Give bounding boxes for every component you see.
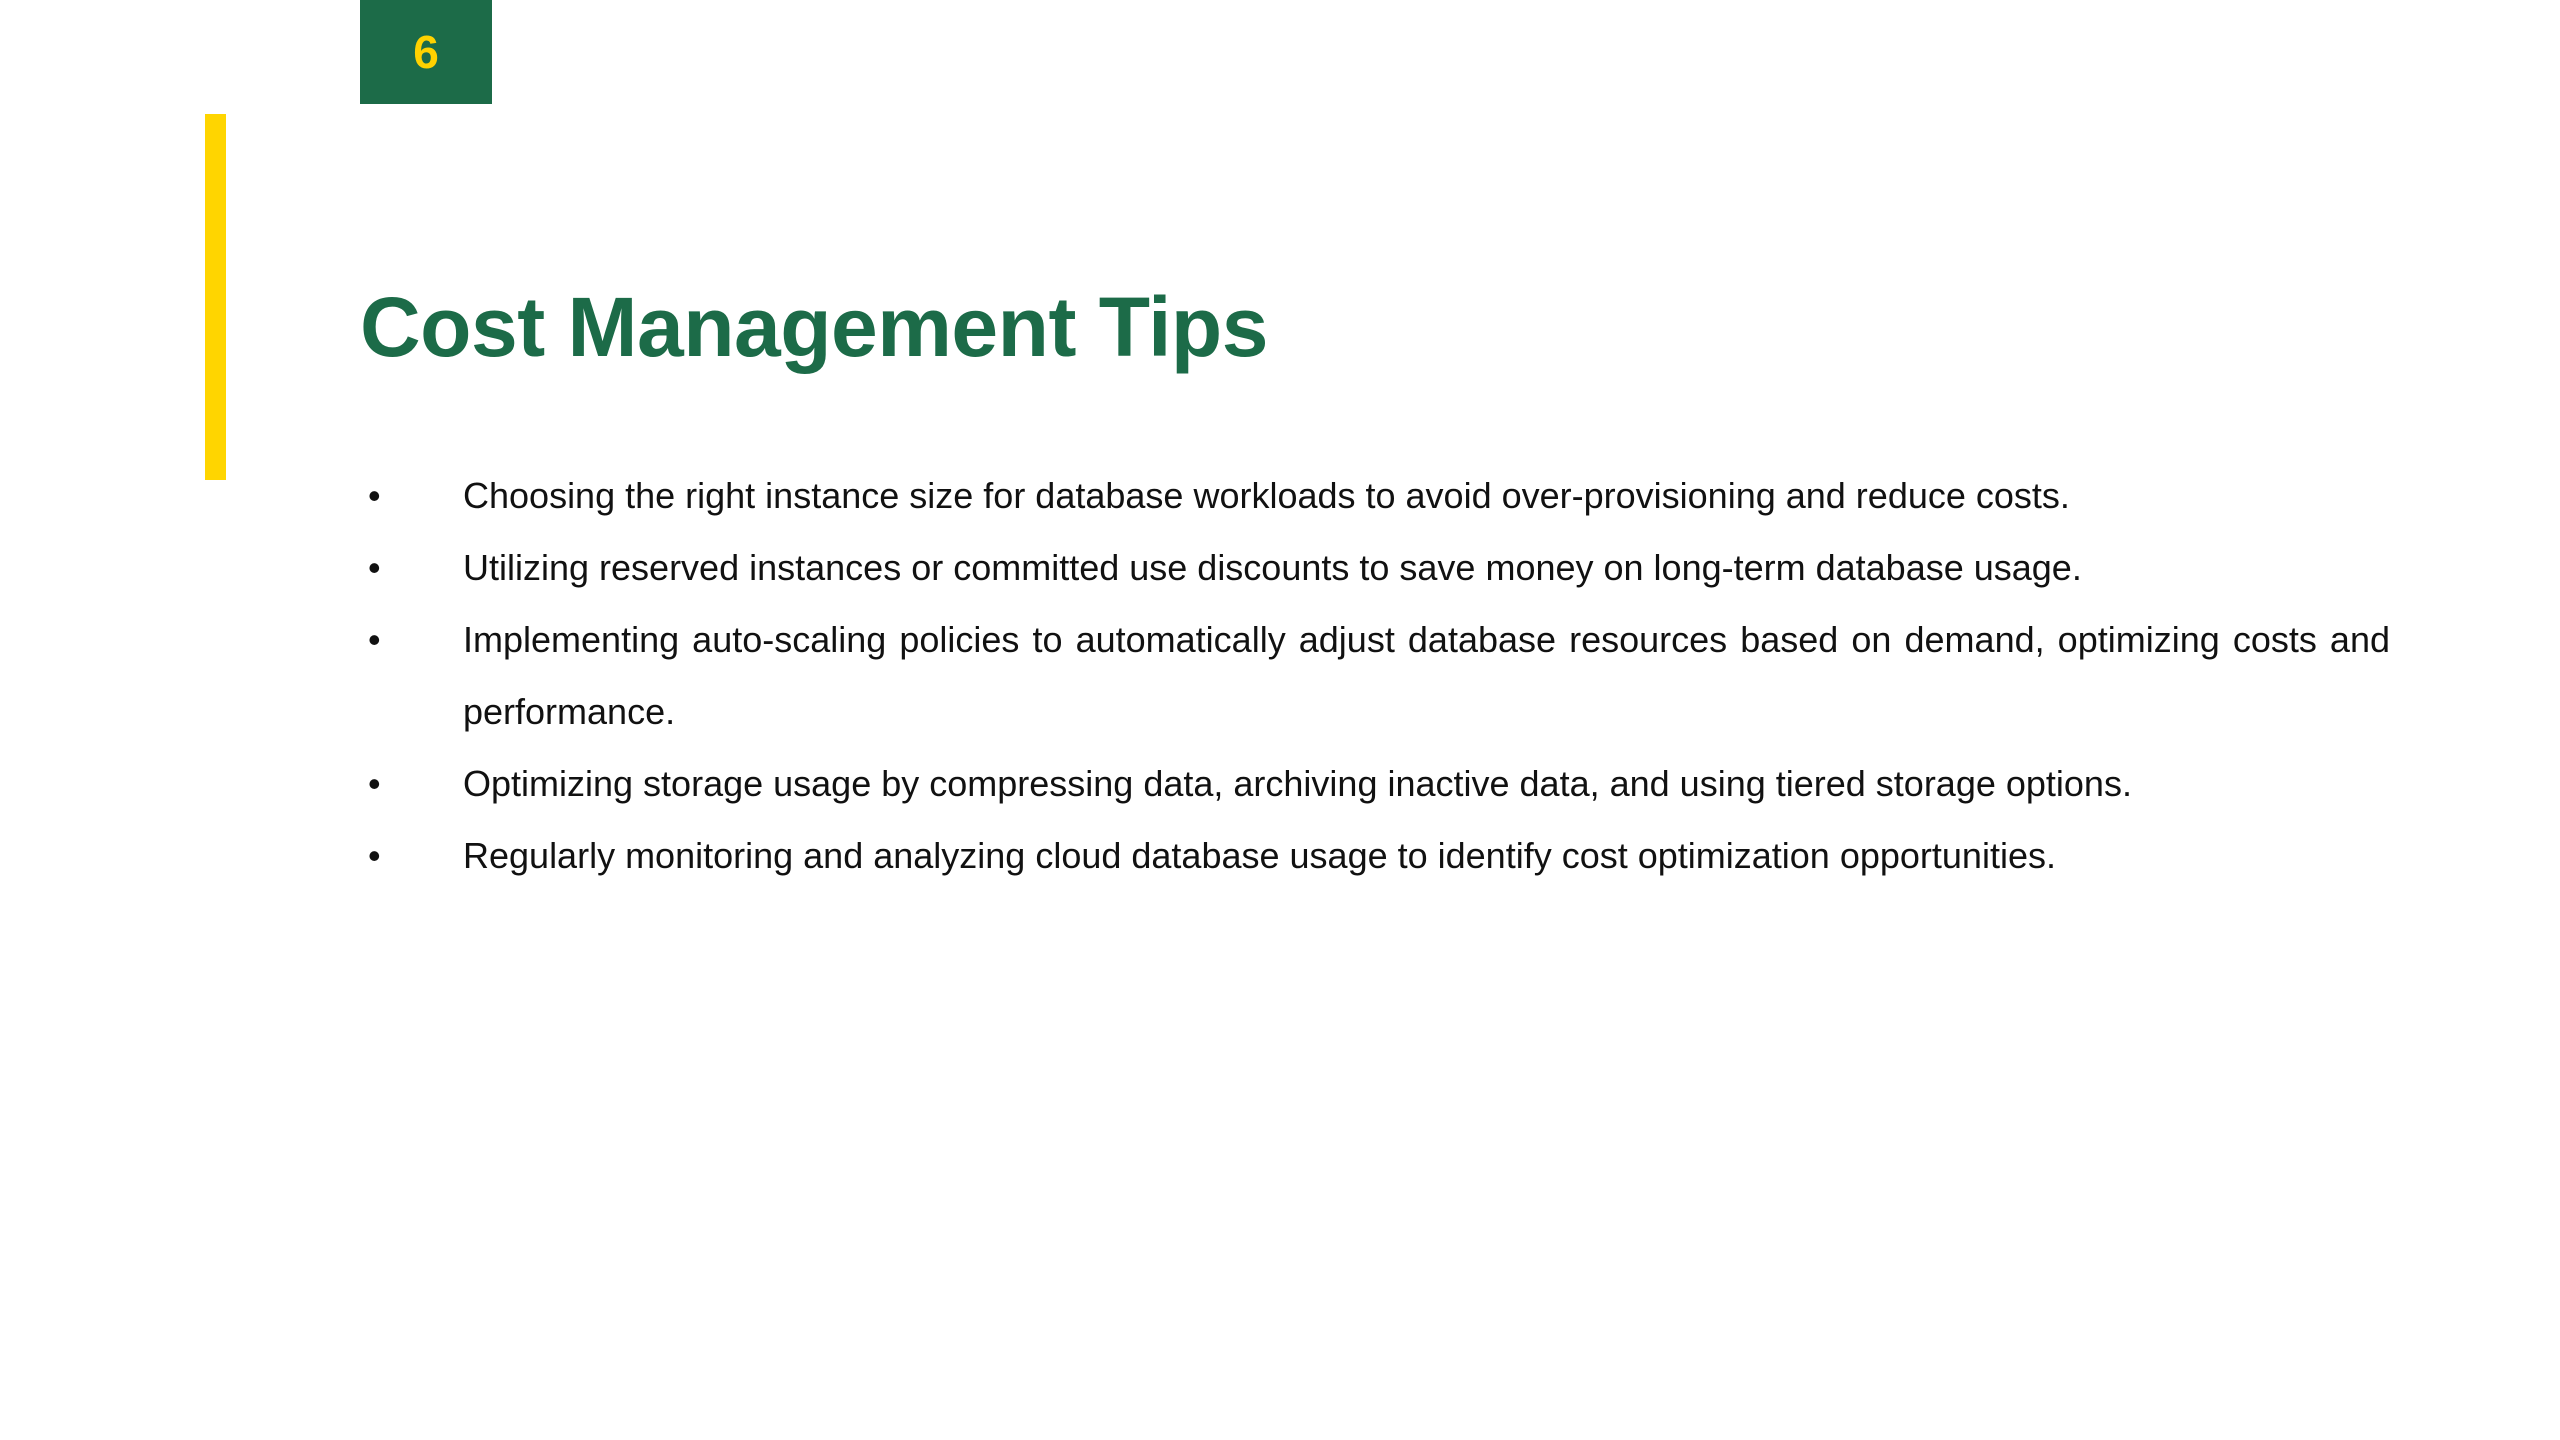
bullet-dot-icon: • bbox=[368, 475, 381, 516]
bullet-list bbox=[360, 460, 2390, 892]
bullet-item bbox=[360, 604, 2390, 748]
bullet-text: Optimizing storage usage by compressing data, archiving inactive data, and using tiered storage options. bbox=[463, 763, 2132, 804]
bullet-dot-icon: • bbox=[368, 835, 381, 876]
bullet-item bbox=[360, 748, 2390, 820]
bullet-text: Choosing the right instance size for database workloads to avoid over-provisioning and reduce costs. bbox=[463, 475, 2070, 516]
slide-title: Cost Management Tips bbox=[360, 280, 1268, 374]
bullet-dot-icon: • bbox=[368, 619, 381, 660]
bullet-item bbox=[360, 460, 2390, 532]
slide-number-badge bbox=[360, 0, 492, 104]
bullet-text: Utilizing reserved instances or committed use discounts to save money on long-term database usage. bbox=[463, 547, 2082, 588]
bullet-dot-icon: • bbox=[368, 763, 381, 804]
bullet-text: Regularly monitoring and analyzing cloud database usage to identify cost optimization opportunities. bbox=[463, 835, 2056, 876]
slide-number: 6 bbox=[413, 26, 439, 78]
accent-bar bbox=[205, 114, 226, 480]
bullet-item bbox=[360, 820, 2390, 892]
bullet-item bbox=[360, 532, 2390, 604]
bullet-text: Implementing auto-scaling policies to automatically adjust database resources based on demand, optimizing costs and performance. bbox=[463, 619, 2390, 732]
bullet-dot-icon: • bbox=[368, 547, 381, 588]
